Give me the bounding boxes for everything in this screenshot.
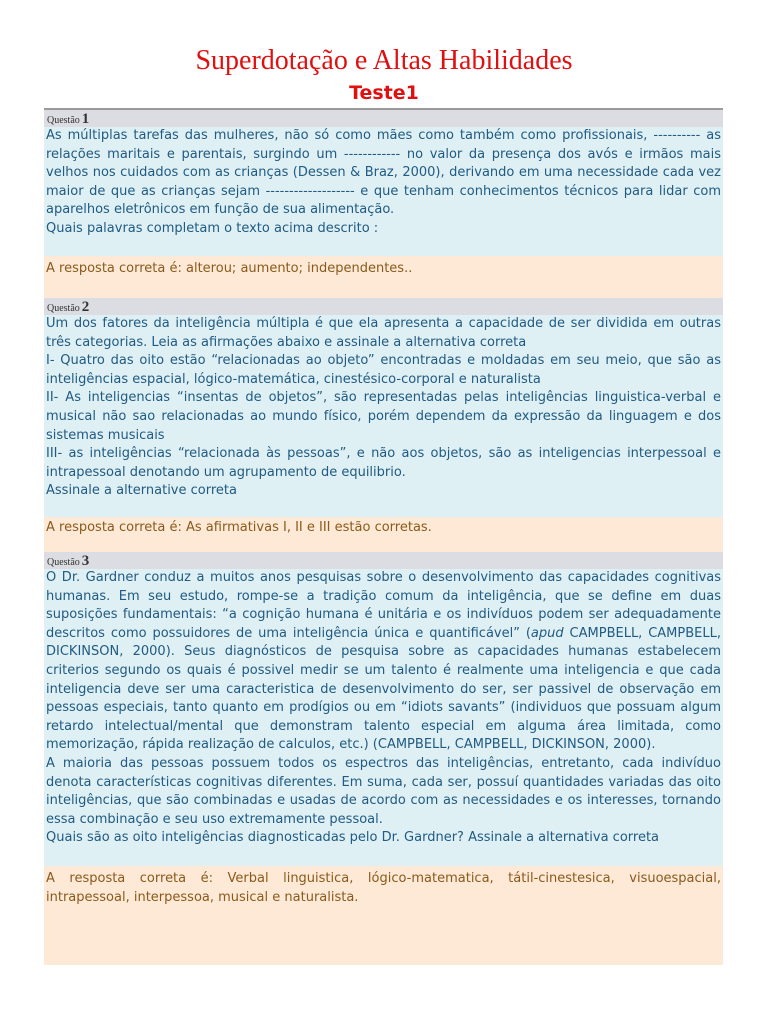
question-3-header bbox=[44, 552, 723, 569]
answer-text: A resposta correta é: alterou; aumento; independentes.. bbox=[46, 261, 413, 276]
question-paragraph: A maioria das pessoas possuem todos os espectros das inteligências, entretanto, cada indivíduo denota características cognitivas diferentes. Em suma, cada ser, possuí quantidades variadas das oito inteligências, que são combinadas e usadas de acordo com as necessidades e os interesses, tornando essa combinação e seu uso extremamente pessoal. bbox=[46, 755, 721, 827]
question-2-body bbox=[44, 315, 723, 517]
question-1-body bbox=[44, 127, 723, 256]
question-prompt: Quais são as oito inteligências diagnosticadas pelo Dr. Gardner? Assinale a alternativa correta bbox=[46, 830, 660, 846]
question-number: 1 bbox=[81, 111, 90, 127]
question-statement-2: II- As inteligencias “insentas de objetos”, são representadas pelas inteligências linguistica-verbal e musical não sao relacionadas ao mundo físico, porém dependem da expressão da linguagem e dos sistemas musicais bbox=[46, 390, 721, 443]
question-statement-1: I- Quatro das oito estão “relacionadas ao objeto” encontradas e moldadas em seu meio, que são as inteligências espacial, lógico-matemática, cinestésico-corporal e naturalista bbox=[46, 353, 721, 387]
question-1-answer bbox=[44, 256, 723, 298]
citation-italic: apud bbox=[530, 625, 564, 641]
answer-text: A resposta correta é: As afirmativas I, II e III estão corretas. bbox=[46, 520, 432, 535]
question-1-header bbox=[44, 110, 723, 127]
answer-text: A resposta correta é: Verbal linguistica, lógico-matematica, tátil-cinestesica, visuoespacial, intrapessoal, interpessoa, musical e naturalista. bbox=[46, 871, 721, 905]
quiz-sheet bbox=[44, 108, 723, 965]
question-paragraph: Um dos fatores da inteligência múltipla é que ela apresenta a capacidade de ser dividida em outras três categorias. Leia as afirmações abaixo e assinale a alternativa correta bbox=[46, 316, 721, 350]
question-label: Questão bbox=[47, 115, 80, 126]
question-label: Questão bbox=[47, 557, 80, 568]
question-label: Questão bbox=[47, 303, 80, 314]
question-2-answer bbox=[44, 517, 723, 552]
question-number: 3 bbox=[81, 553, 90, 569]
question-text: CAMPBELL, CAMPBELL, DICKINSON, 2000). Seus diagnósticos de pesquisa sobre as capacidades humanas estabelecem criterios segundo os quais é possivel medir se um talento é realmente uma inteligencia e que cada inteligencia deve ser uma caracteristica de desenvolvimento do ser, ser passivel de observação em pessoas especiais, tanto quanto em prodígios ou em “idiots savants” (individuos que possuam algum retardo intelectual/mental que demonstram talento especial em alguma área limitada, como memorização, rápida realização de calculos, etc.) (CAMPBELL, CAMPBELL, DICKINSON, 2000). bbox=[46, 625, 721, 753]
document-subtitle: Teste1 bbox=[349, 82, 419, 104]
question-3-answer bbox=[44, 866, 723, 965]
question-paragraph bbox=[46, 569, 721, 755]
question-number: 2 bbox=[81, 299, 90, 315]
question-prompt: Assinale a alternative correta bbox=[46, 483, 237, 499]
question-2-header bbox=[44, 298, 723, 315]
question-3-body bbox=[44, 569, 723, 866]
question-statement-3: III- as inteligências “relacionada às pessoas”, e não aos objetos, são as inteligencias interpessoal e intrapessoal denotando um agrupamento de equilibrio. bbox=[46, 446, 721, 480]
document-title: Superdotação e Altas Habilidades bbox=[195, 45, 573, 76]
question-paragraph: As múltiplas tarefas das mulheres, não só como mães como também como profissionais, ---------- as relações maritais e parentais, surgindo um ------------ no valor da presença dos avós e irmãos mais velhos nos cuidados com as crianças (Dessen & Braz, 2000), derivando em uma necessidade cada vez maior de que as crianças sejam ------------------- e que tenham conhecimentos técnicos para lidar com aparelhos eletrônicos em função de sua alimentação. bbox=[46, 128, 721, 218]
question-prompt: Quais palavras completam o texto acima descrito : bbox=[46, 220, 379, 236]
question-text: O Dr. Gardner conduz a muitos anos pesquisas sobre o desenvolvimento das capacidades cognitivas humanas. Em seu estudo, rompe-se a tradição comum da inteligência, que se define em duas suposições fundamentais: “a cognição humana é unitária e os indivíduos podem ser adequadamente descritos como possuidores de uma inteligência única e quantificável” ( bbox=[46, 570, 721, 641]
